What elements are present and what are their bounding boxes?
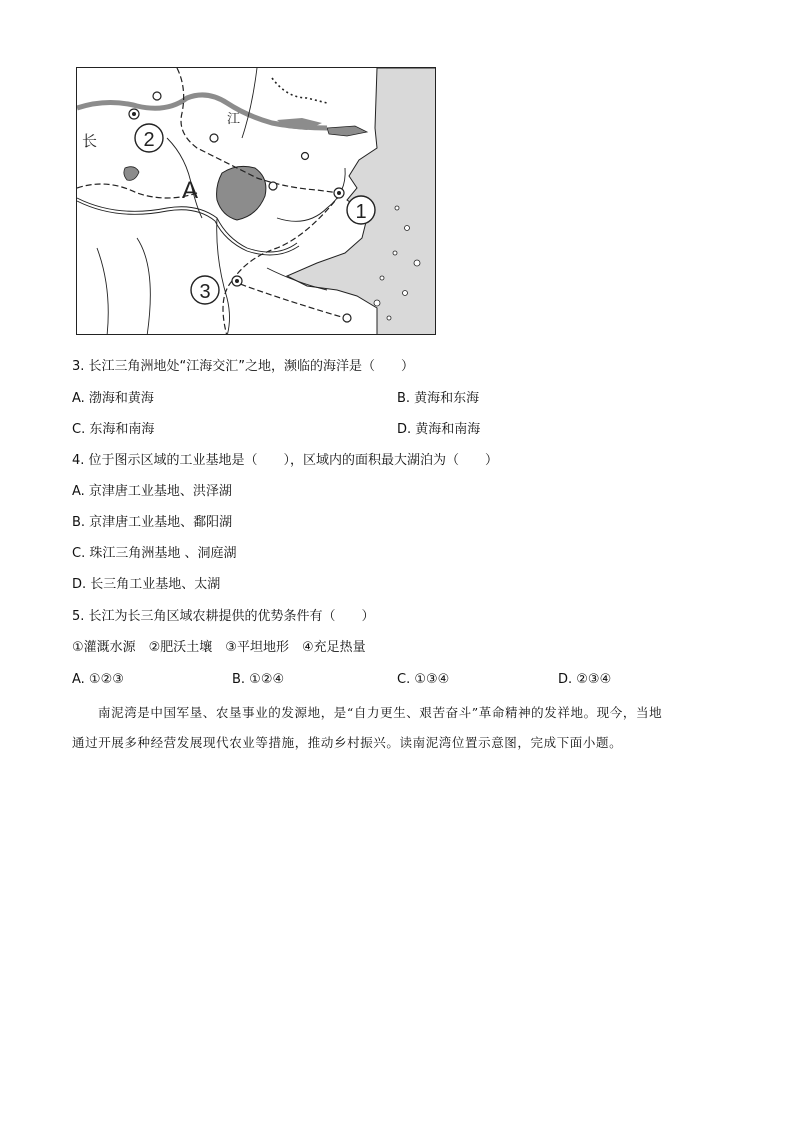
river-label-left: 长 [82, 133, 98, 150]
city-marker [269, 182, 277, 190]
passage-line-2: 通过开展多种经营发展现代农业等措施，推动乡村振兴。读南泥湾位置示意图，完成下面小题。 [72, 735, 623, 750]
question-3-option-a[interactable]: A. 渤海和黄海 [72, 391, 154, 406]
island [403, 291, 408, 296]
point-a-label: A [182, 177, 199, 204]
passage-line-1: 南泥湾是中国军垦、农垦事业的发源地，是“自力更生、艰苦奋斗”革命精神的发祥地。现今，当地 [98, 705, 663, 720]
marker-2-label: 2 [143, 129, 155, 151]
question-4-stem: 4. 位于图示区域的工业基地是（ ），区域内的面积最大湖泊为（ ） [72, 453, 499, 468]
marker-1-label: 1 [355, 201, 367, 223]
question-5-option-b[interactable]: B. ①②④ [232, 672, 285, 687]
taihu-lake [217, 166, 266, 220]
boundary [77, 198, 297, 252]
boundary [242, 68, 257, 138]
city-marker [302, 153, 309, 160]
boundary [97, 248, 108, 335]
reading-passage [72, 698, 724, 758]
question-3-stem: 3. 长江三角洲地处“江海交汇”之地，濒临的海洋是（ ） [72, 359, 415, 374]
question-5-option-d[interactable]: D. ②③④ [558, 672, 612, 687]
question-4-option-a[interactable]: A. 京津唐工业基地、洪泽湖 [72, 484, 232, 499]
island-chongming [327, 126, 367, 136]
island [380, 276, 384, 280]
map-figure [76, 67, 436, 335]
question-4-option-b[interactable]: B. 京津唐工业基地、鄱阳湖 [72, 515, 233, 530]
city-marker [153, 92, 161, 100]
island [393, 251, 397, 255]
question-3-option-b[interactable]: B. 黄海和东海 [397, 391, 480, 406]
question-3-option-d[interactable]: D. 黄海和南海 [397, 422, 481, 437]
question-4-option-c[interactable]: C. 珠江三角洲基地 、洞庭湖 [72, 546, 237, 561]
city-marker [343, 314, 351, 322]
city-marker [210, 134, 218, 142]
question-5-conditions: ①灌溉水源 ②肥沃土壤 ③平坦地形 ④充足热量 [72, 640, 366, 655]
railway [77, 184, 197, 198]
boundary [137, 238, 150, 335]
small-lake [124, 167, 139, 181]
question-4-option-d[interactable]: D. 长三角工业基地、太湖 [72, 577, 221, 592]
question-5-stem: 5. 长江为长三角区域农耕提供的优势条件有（ ） [72, 609, 375, 624]
island [405, 226, 410, 231]
island [395, 206, 399, 210]
island [374, 300, 380, 306]
river-label-right: 江 [227, 111, 241, 126]
question-5-option-c[interactable]: C. ①③④ [397, 672, 450, 687]
marker-3-label: 3 [199, 281, 211, 303]
question-3-option-c[interactable]: C. 东海和南海 [72, 422, 155, 437]
island [387, 316, 391, 320]
question-5-option-a[interactable]: A. ①②③ [72, 672, 124, 687]
railway [272, 78, 327, 103]
yangtze-delta-map [77, 68, 436, 335]
island [414, 260, 420, 266]
